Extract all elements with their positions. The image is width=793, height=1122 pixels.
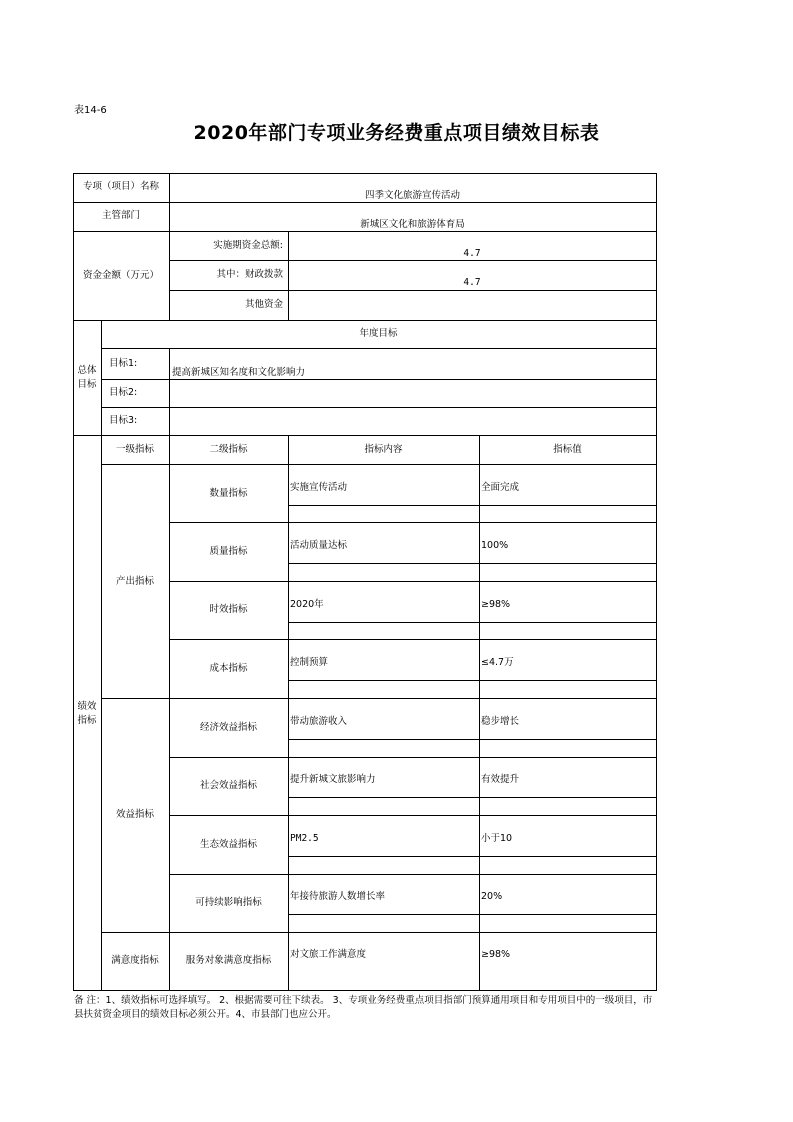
table-line — [288, 563, 656, 564]
indicator-content: PM2.5 — [290, 833, 319, 844]
indicator-content: 对文旅工作满意度 — [290, 949, 367, 960]
funds-label: 资金金额（万元） — [82, 270, 159, 281]
table-line — [288, 231, 289, 320]
table-line — [169, 348, 170, 435]
footnote: 备 注：1、绩效指标可选择填写。 2、根据需要可往下续表。 3、专项业务经费重点项目指部门预算通用项目和专用项目中的一级项目，市县扶贫资金项目的绩效目标必须公开。4、市县部门也应公开。 — [74, 995, 653, 1020]
dept-value: 新城区文化和旅游体育局 — [360, 219, 465, 230]
indicator-value: ≥98% — [481, 599, 511, 610]
indicator-content: 年接待旅游人数增长率 — [290, 891, 386, 902]
table-line — [288, 856, 656, 857]
annual-goals-header: 年度目标 — [359, 328, 398, 339]
level1-benefit: 效益指标 — [115, 809, 154, 820]
table-code: 表14-6 — [74, 105, 107, 116]
table-line — [73, 990, 656, 991]
funds-total-label: 实施期资金总额: — [213, 240, 283, 251]
table-line — [73, 435, 656, 436]
indicator-value: 小于10 — [481, 833, 513, 844]
goal-1-value: 提高新城区知名度和文化影响力 — [172, 367, 306, 378]
level2-name: 社会效益指标 — [199, 780, 257, 791]
table-line — [169, 874, 656, 875]
perf-indicators-label: 绩效指标 — [77, 701, 97, 726]
table-line — [101, 320, 102, 990]
table-line — [101, 348, 656, 349]
table-line — [101, 932, 656, 933]
level1-satisfaction: 满意度指标 — [111, 955, 159, 966]
indicator-value: 20% — [481, 891, 503, 902]
table-line — [101, 698, 656, 699]
table-line — [288, 622, 656, 623]
table-line — [101, 379, 656, 380]
indicator-value: 全面完成 — [481, 482, 520, 493]
level2-name: 生态效益指标 — [199, 839, 257, 850]
level2-name: 可持续影响指标 — [195, 897, 262, 908]
indicator-value: ≤4.7万 — [481, 657, 514, 668]
table-line — [656, 173, 657, 991]
table-line — [288, 914, 656, 915]
table-line — [73, 231, 656, 232]
level2-name: 质量指标 — [209, 546, 248, 557]
level2-name: 经济效益指标 — [199, 722, 257, 733]
page-title: 2020年部门专项业务经费重点项目绩效目标表 — [193, 122, 600, 144]
table-line — [73, 173, 74, 991]
indicator-value: ≥98% — [481, 949, 511, 960]
table-line — [73, 320, 656, 321]
table-line — [101, 464, 656, 465]
level1-output: 产出指标 — [115, 576, 154, 587]
funds-total-value: 4.7 — [463, 248, 481, 259]
table-line — [288, 435, 289, 990]
indicator-content: 实施宣传活动 — [290, 482, 348, 493]
project-name-label: 专项（项目）名称 — [82, 181, 159, 192]
header-value: 指标值 — [553, 444, 582, 455]
table-line — [169, 639, 656, 640]
indicator-content: 带动旅游收入 — [290, 716, 348, 727]
indicator-value: 有效提升 — [481, 774, 520, 785]
table-line — [288, 505, 656, 506]
header-level2: 二级指标 — [209, 444, 248, 455]
level2-name: 时效指标 — [209, 604, 248, 615]
goal-1-label: 目标1: — [109, 358, 138, 369]
table-line — [73, 173, 656, 174]
table-line — [169, 260, 656, 261]
indicator-content: 2020年 — [290, 599, 324, 610]
indicator-value: 100% — [481, 540, 509, 551]
level2-name: 成本指标 — [209, 663, 248, 674]
table-line — [479, 435, 480, 990]
dept-label: 主管部门 — [101, 210, 140, 221]
table-line — [288, 739, 656, 740]
level2-name: 数量指标 — [209, 488, 248, 499]
goal-3-label: 目标3: — [109, 415, 138, 426]
funds-other-label: 其他资金 — [244, 299, 283, 310]
table-line — [169, 522, 656, 523]
table-line — [288, 680, 656, 681]
table-line — [169, 581, 656, 582]
goal-2-label: 目标2: — [109, 387, 138, 398]
header-level1: 一级指标 — [115, 444, 154, 455]
table-line — [73, 202, 656, 203]
indicator-content: 活动质量达标 — [290, 540, 348, 551]
table-line — [288, 797, 656, 798]
level2-name: 服务对象满意度指标 — [185, 955, 272, 966]
funds-fiscal-label: 其中：财政拨款 — [216, 269, 283, 280]
table-line — [169, 290, 656, 291]
header-content: 指标内容 — [364, 444, 403, 455]
indicator-content: 提升新城文旅影响力 — [290, 774, 376, 785]
project-name-value: 四季文化旅游宣传活动 — [364, 190, 460, 201]
indicator-content: 控制预算 — [290, 657, 329, 668]
table-line — [169, 815, 656, 816]
funds-fiscal-value: 4.7 — [463, 277, 481, 288]
table-line — [101, 407, 656, 408]
overall-goals-label: 总体目标 — [77, 365, 97, 390]
indicator-value: 稳步增长 — [481, 716, 520, 727]
table-line — [169, 757, 656, 758]
